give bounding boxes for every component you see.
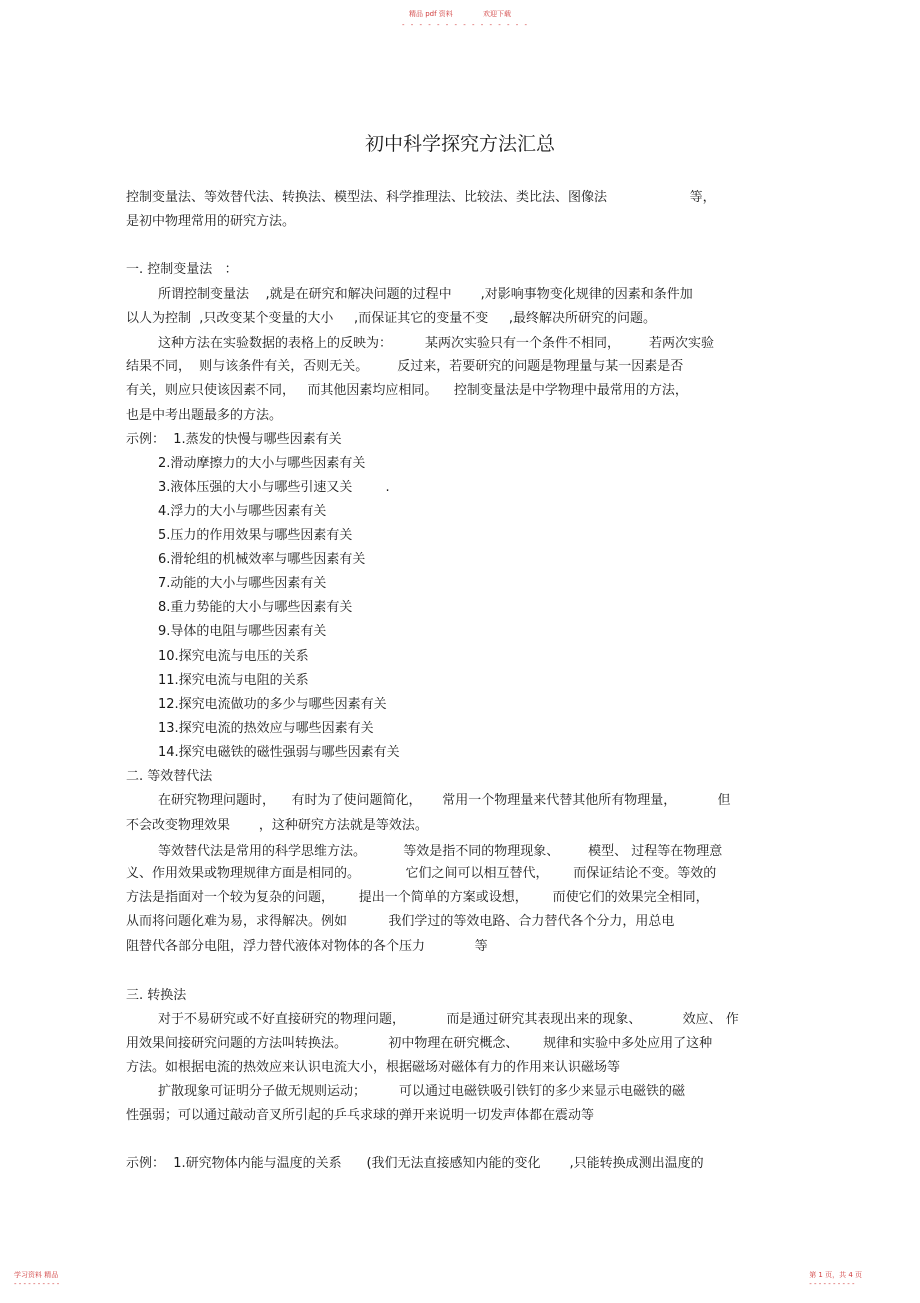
text-line: 8.重力势能的大小与哪些因素有关 xyxy=(158,600,353,615)
text-line: 扩散现象可证明分子做无规则运动； 可以通过电磁铁吸引铁钉的多少来显示电磁铁的磁 xyxy=(158,1084,686,1099)
text-line: 13.探究电流的热效应与哪些因素有关 xyxy=(158,721,374,736)
header-left-text: 精品 pdf 资料 xyxy=(408,10,453,18)
text-line: 控制变量法、等效替代法、转换法、模型法、科学推理法、比较法、类比法、图像法 等， xyxy=(126,190,716,205)
text-line: 9.导体的电阻与哪些因素有关 xyxy=(158,624,327,639)
footer-right xyxy=(809,1270,862,1288)
text-line: 三. 转换法 xyxy=(126,988,187,1003)
text-line: 方法。如根据电流的热效应来认识电流大小，根据磁场对磁体有力的作用来认识磁场等 xyxy=(126,1060,621,1075)
text-line: 3.液体压强的大小与哪些引速又关 . xyxy=(158,480,390,495)
text-line: 二. 等效替代法 xyxy=(126,769,213,784)
footer-left-text: 学习资料 精品 xyxy=(14,1271,59,1279)
text-line: 方法是指面对一个较为复杂的问题， 提出一个简单的方案或设想， 而使它们的效果完全相同， xyxy=(126,890,709,905)
text-line: 性强弱；可以通过敲动音叉所引起的乒乓求球的弹开来说明一切发声体都在震动等 xyxy=(126,1108,595,1123)
text-line: 2.滑动摩擦力的大小与哪些因素有关 xyxy=(158,456,366,471)
text-line: 一. 控制变量法 ： xyxy=(126,262,238,277)
text-line: 等效替代法是常用的科学思维方法。 等效是指不同的物理现象、 模型、 过程等在物理意 xyxy=(158,844,723,859)
footer-right-dots: - - - - - - - - - - xyxy=(809,1280,855,1288)
text-line: 11.探究电流与电阻的关系 xyxy=(158,673,309,688)
text-line: 4.浮力的大小与哪些因素有关 xyxy=(158,504,327,519)
text-line: 示例： 1.研究物体内能与温度的关系 (我们无法直接感知内能的变化 ,只能转换成测出温度的 xyxy=(126,1156,704,1171)
text-line: 有关，则应只使该因素不同， 而其他因素均应相同。 控制变量法是中学物理中最常用的方法， xyxy=(126,383,688,398)
text-line: 是初中物理常用的研究方法。 xyxy=(126,214,296,229)
text-line: 5.压力的作用效果与哪些因素有关 xyxy=(158,528,353,543)
text-line: 14.探究电磁铁的磁性强弱与哪些因素有关 xyxy=(158,745,400,760)
text-line: 10.探究电流与电压的关系 xyxy=(158,649,309,664)
text-line: 6.滑轮组的机械效率与哪些因素有关 xyxy=(158,552,366,567)
footer-left-dots: - - - - - - - - - - xyxy=(14,1280,60,1288)
text-line: 用效果间接研究问题的方法叫转换法。 初中物理在研究概念、 规律和实验中多处应用了这种 xyxy=(126,1036,713,1051)
text-line: 也是中考出题最多的方法。 xyxy=(126,408,283,423)
text-line: 12.探究电流做功的多少与哪些因素有关 xyxy=(158,697,387,712)
text-line: 示例： 1.蒸发的快慢与哪些因素有关 xyxy=(126,432,342,447)
text-line: 在研究物理问题时， 有时为了使问题简化， 常用一个物理量来代替其他所有物理量， 但 xyxy=(158,793,731,808)
footer-left xyxy=(14,1270,59,1288)
text-line: 这种方法在实验数据的表格上的反映为： 某两次实验只有一个条件不相同， 若两次实验 xyxy=(158,336,714,351)
document-title: 初中科学探究方法汇总 xyxy=(364,133,555,155)
text-line: 阻替代各部分电阻，浮力替代液体对物体的各个压力 等 xyxy=(126,939,488,954)
text-line: 对于不易研究或不好直接研究的物理问题， 而是通过研究其表现出来的现象、 效应、 作 xyxy=(158,1012,739,1027)
text-line: 义、作用效果或物理规律方面是相同的。 它们之间可以相互替代， 而保证结论不变。等效的 xyxy=(126,866,717,881)
header-dots: - - - - - - - - - - - - - - - xyxy=(402,21,530,29)
text-line: 以人为控制 ,只改变某个变量的大小 ,而保证其它的变量不变 ,最终解决所研究的问题。 xyxy=(126,311,656,326)
text-line: 7.动能的大小与哪些因素有关 xyxy=(158,576,327,591)
text-line: 结果不同， 则与该条件有关，否则无关。 反过来，若要研究的问题是物理量与某一因素是否 xyxy=(126,359,684,374)
text-line: 所谓控制变量法 ,就是在研究和解决问题的过程中 ,对影响事物变化规律的因素和条件加 xyxy=(158,287,693,302)
text-line: 从而将问题化难为易，求得解决。例如 我们学过的等效电路、合力替代各个分力，用总电 xyxy=(126,914,675,929)
page-number: 第 1 页，共 4 页 xyxy=(809,1271,862,1279)
header-right-text: 欢迎下载 xyxy=(483,10,512,18)
text-line: 不会改变物理效果 ，这种研究方法就是等效法。 xyxy=(126,818,428,833)
